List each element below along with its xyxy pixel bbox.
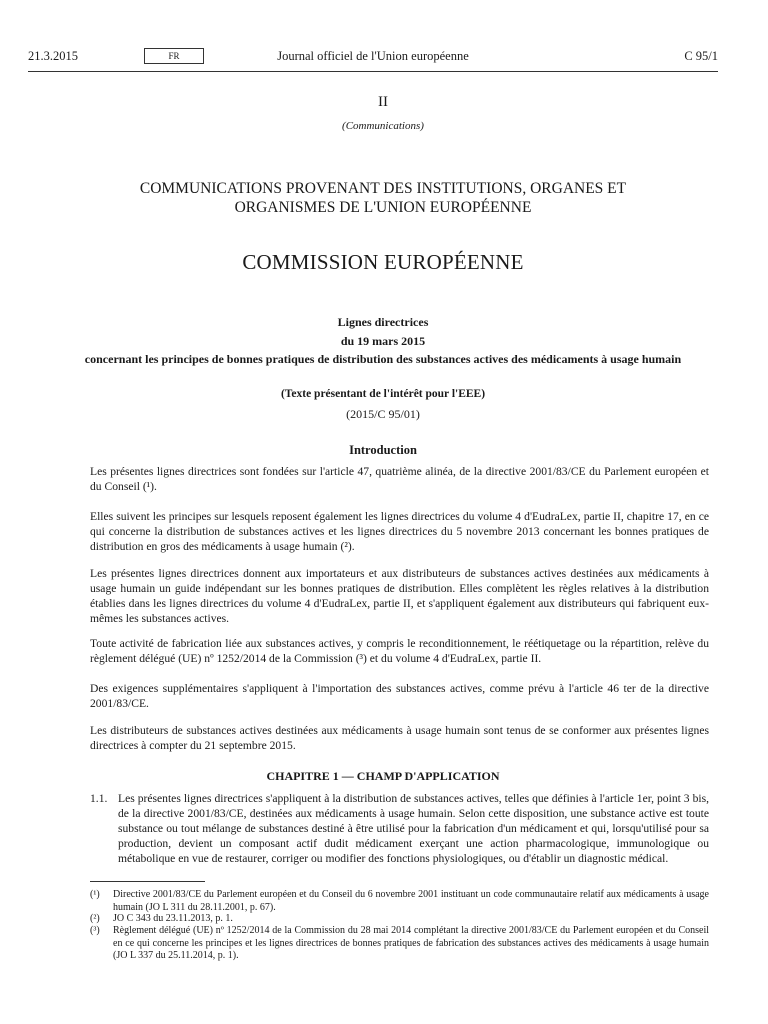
introduction-heading: Introduction — [349, 443, 417, 457]
item-text: Les présentes lignes directrices s'appliquent à la distribution de substances actives, telles que définies à l'article 1er, point 3 bis, de la directive 2001/83/CE, destinées aux médicaments à usage humain. Selon cette disposition, une substance active est toute substance ou tout mélange de substances destiné à être utilisé pour la fabrication d'un médicament et qui, lorsqu'utilisé pour sa production, devient un composant actif dudit médicament exerçant une action pharmacologique, immunologique ou métabolique en vue de restaurer, corriger ou modifier des fonctions physiologiques, ou d'établir un diagnostic médical. — [118, 792, 709, 865]
intro-paragraph-4: Toute activité de fabrication liée aux substances actives, y compris le reconditionnement, le réétiquetage ou la répartition, relève du règlement délégué (UE) nº 1252/2014 de la Commission (³) et du volume 4 d'EudraLex, partie II. — [90, 637, 709, 665]
doc-date: du 19 mars 2015 — [340, 334, 426, 348]
footnote-text: Directive 2001/83/CE du Parlement européen et du Conseil du 6 novembre 2001 instituant un code communautaire relatif aux médicaments à usage humain (JO L 311 du 28.11.2001, p. 67). — [113, 889, 709, 913]
footnote-text: Règlement délégué (UE) nº 1252/2014 de la Commission du 28 mai 2014 complétant la directive 2001/83/CE du Parlement européen et du Conseil en ce qui concerne les principes et les lignes directrices de bonnes pratiques de fabrication des substances actives des médicaments à usage humain (JO L 337 du 25.11.2014, p. 1). — [113, 925, 709, 961]
footnote-mark: (²) — [90, 913, 100, 924]
doc-subject: concernant les principes de bonnes pratiques de distribution des substances actives des médicaments à usage humain — [84, 352, 682, 366]
footnote-3 — [90, 925, 709, 963]
commission-heading: COMMISSION EUROPÉENNE — [242, 250, 524, 274]
footnote-mark: (¹) — [90, 889, 100, 900]
doc-type: Lignes directrices — [337, 315, 429, 329]
intro-paragraph-2: Elles suivent les principes sur lesquels reposent également les lignes directrices du volume 4 d'EudraLex, partie II, chapitre 17, en ce qui concerne la distribution de substances actives et les lignes directrices du 5 novembre 2013 concernant les bonnes pratiques de distribution en gros des médicaments à usage humain (²). — [90, 510, 709, 553]
doc-reference: (2015/C 95/01) — [346, 407, 420, 421]
footnote-1 — [90, 889, 709, 914]
institutions-line-2: ORGANISMES DE L'UNION EUROPÉENNE — [234, 199, 532, 216]
item-number: 1.1. — [90, 792, 108, 805]
issue-number: C 95/1 — [684, 49, 718, 63]
chapter-1-heading: CHAPITRE 1 — CHAMP D'APPLICATION — [266, 769, 500, 783]
footnote-mark: (³) — [90, 925, 100, 936]
header-divider — [28, 71, 718, 72]
page-header — [28, 49, 718, 69]
institutions-heading — [28, 179, 738, 217]
footnote-divider — [90, 881, 205, 882]
intro-paragraph-5: Des exigences supplémentaires s'appliquent à l'importation des substances actives, comme prévu à l'article 46 ter de la directive 2001/83/CE. — [90, 682, 709, 710]
series-number: II — [378, 94, 388, 110]
numbered-item — [90, 791, 709, 866]
journal-title: Journal officiel de l'Union européenne — [277, 49, 469, 63]
intro-paragraph-1: Les présentes lignes directrices sont fondées sur l'article 47, quatrième alinéa, de la directive 2001/83/CE du Parlement européen et du Conseil (¹). — [90, 465, 709, 493]
eee-note: (Texte présentant de l'intérêt pour l'EEE) — [280, 388, 486, 400]
intro-paragraph-6: Les distributeurs de substances actives destinées aux médicaments à usage humain sont tenus de se conformer aux présentes lignes directrices à compter du 21 septembre 2015. — [90, 724, 709, 752]
institutions-line-1: COMMUNICATIONS PROVENANT DES INSTITUTIONS, ORGANES ET — [139, 180, 627, 197]
footnote-text: JO C 343 du 23.11.2013, p. 1. — [113, 913, 233, 924]
category-label: (Communications) — [342, 120, 424, 132]
language-badge: FR — [144, 48, 204, 64]
footnote-2 — [90, 913, 709, 926]
header-date: 21.3.2015 — [28, 49, 78, 63]
intro-paragraph-3: Les présentes lignes directrices donnent aux importateurs et aux distributeurs de substances actives destinées aux médicaments à usage humain un guide indépendant sur les bonnes pratiques de distribution. Elles complètent les règles relatives à la distribution établies dans les lignes directrices du volume 4 d'EudraLex, partie II, et s'appliquent également aux distributeurs qui fabriquent eux-mêmes les substances actives. — [90, 567, 709, 625]
